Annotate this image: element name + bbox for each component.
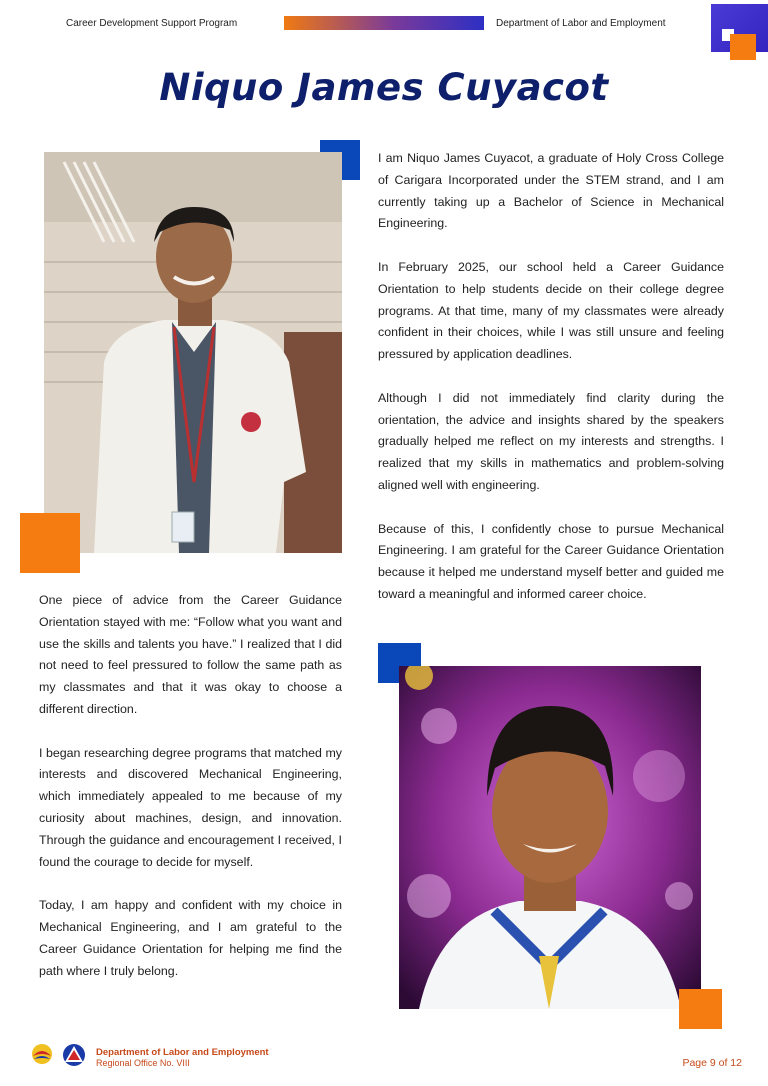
- right-column-text: [378, 148, 724, 628]
- footer-office: Regional Office No. VIII: [96, 1058, 190, 1068]
- portrait-photo-closeup: [399, 666, 701, 1009]
- paragraph: I began researching degree programs that matched my interests and discovered Mechanical Engineering, which immediately appealed to me because of my curiosity about machines, design, and innovation. Through the guidance and encouragement I received, I found the courage to decide for myself.: [39, 745, 342, 869]
- decor-square-orange-bottom: [679, 989, 722, 1029]
- header-gradient-bar: [284, 16, 484, 30]
- header-agency: Department of Labor and Employment: [496, 18, 666, 29]
- left-column-text: [39, 590, 342, 1004]
- dole-logo-icon: [63, 1044, 85, 1066]
- bagong-pilipinas-logo-icon: [32, 1044, 52, 1064]
- paragraph: Because of this, I confidently chose to pursue Mechanical Engineering. I am grateful for the Career Guidance Orientation because it helped me understand myself better and guided me toward a meaningful and informed career choice.: [378, 521, 724, 601]
- portrait-photo-standing: [44, 152, 342, 553]
- paragraph: Although I did not immediately find clarity during the orientation, the advice and insights shared by the speakers gradually helped me reflect on my interests and strengths. I realized that my skills in mathematics and problem-solving aligned well with engineering.: [378, 390, 724, 492]
- footer-logos: [30, 1042, 90, 1068]
- paragraph: One piece of advice from the Career Guidance Orientation stayed with me: “Follow what you want and use the skills and talents you have.” I realized that I did not need to feel pressured to follow the same path as my classmates and that it was okay to choose a different direction.: [39, 593, 342, 716]
- paragraph: In February 2025, our school held a Career Guidance Orientation to help students decide on their college degree programs. At that time, many of my classmates were already confident in their choices, while I was still unsure and feeling pressured by application deadlines.: [378, 259, 724, 362]
- corner-decoration-orange: [730, 34, 756, 60]
- paragraph: Today, I am happy and confident with my choice in Mechanical Engineering, and I am grateful to the Career Guidance Orientation for helping me find the path where I truly belong.: [39, 898, 342, 978]
- paragraph: I am Niquo James Cuyacot, a graduate of Holy Cross College of Carigara Incorporated under the STEM strand, and I am currently taking up a Bachelor of Science in Mechanical Engineering.: [378, 151, 724, 231]
- header-program: Career Development Support Program: [66, 18, 238, 29]
- footer-organization: Department of Labor and Employment: [96, 1047, 269, 1058]
- page-title: Niquo James Cuyacot: [159, 66, 609, 109]
- decor-square-orange-left: [20, 513, 80, 573]
- page-number: Page 9 of 12: [682, 1057, 742, 1069]
